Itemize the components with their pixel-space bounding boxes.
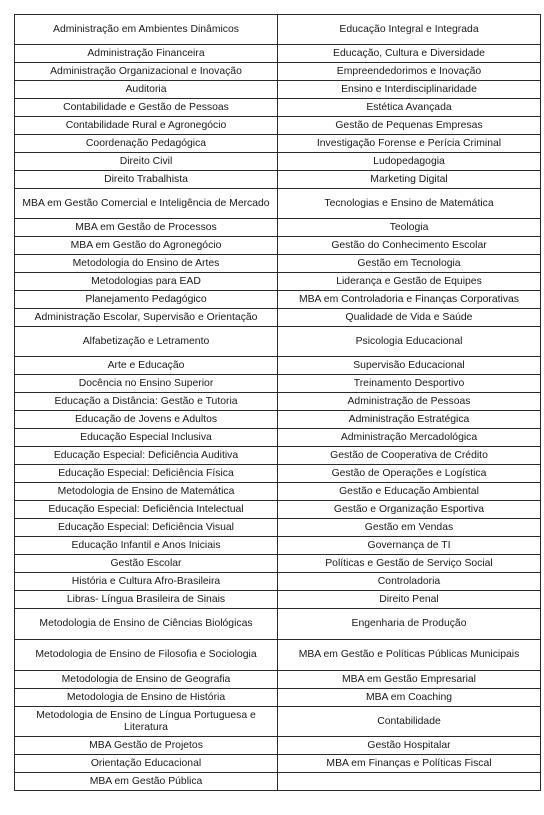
table-row: [15, 707, 541, 737]
table-row: [15, 737, 541, 755]
table-row: [15, 45, 541, 63]
course-cell-right: MBA em Coaching: [278, 689, 541, 707]
course-cell-left: Educação Infantil e Anos Iniciais: [15, 537, 278, 555]
table-row: [15, 375, 541, 393]
course-cell-right: MBA em Gestão e Políticas Públicas Municipais: [278, 640, 541, 671]
table-row: [15, 671, 541, 689]
table-row: [15, 219, 541, 237]
table-row: [15, 393, 541, 411]
course-cell-right: Gestão de Cooperativa de Crédito: [278, 447, 541, 465]
course-cell-left: Educação Especial: Deficiência Visual: [15, 519, 278, 537]
course-cell-right: Gestão e Organização Esportiva: [278, 501, 541, 519]
course-cell-left: Planejamento Pedagógico: [15, 291, 278, 309]
course-cell-left: Coordenação Pedagógica: [15, 135, 278, 153]
table-row: [15, 63, 541, 81]
table-row: [15, 99, 541, 117]
course-cell-left: Administração Organizacional e Inovação: [15, 63, 278, 81]
table-row: [15, 483, 541, 501]
course-cell-left: Educação de Jovens e Adultos: [15, 411, 278, 429]
course-list-sheet: [14, 14, 526, 791]
course-cell-left: Metodologia de Ensino de Ciências Biológicas: [15, 609, 278, 640]
course-cell-left: Metodologias para EAD: [15, 273, 278, 291]
course-cell-left: Administração Financeira: [15, 45, 278, 63]
course-cell-right: Supervisão Educacional: [278, 357, 541, 375]
course-cell-left: MBA Gestão de Projetos: [15, 737, 278, 755]
course-cell-right: Tecnologias e Ensino de Matemática: [278, 189, 541, 219]
course-cell-left: Educação Especial: Deficiência Intelectual: [15, 501, 278, 519]
course-cell-right: Governança de TI: [278, 537, 541, 555]
course-cell-right: [278, 773, 541, 791]
course-cell-right: Treinamento Desportivo: [278, 375, 541, 393]
course-table-body: [15, 15, 541, 791]
course-cell-left: Arte e Educação: [15, 357, 278, 375]
table-row: [15, 273, 541, 291]
course-cell-left: Auditoria: [15, 81, 278, 99]
table-row: [15, 519, 541, 537]
course-cell-right: Gestão em Vendas: [278, 519, 541, 537]
course-cell-right: Gestão de Pequenas Empresas: [278, 117, 541, 135]
course-cell-left: Contabilidade Rural e Agronegócio: [15, 117, 278, 135]
course-cell-left: História e Cultura Afro-Brasileira: [15, 573, 278, 591]
course-cell-left: MBA em Gestão Pública: [15, 773, 278, 791]
course-cell-right: MBA em Gestão Empresarial: [278, 671, 541, 689]
course-cell-right: Gestão do Conhecimento Escolar: [278, 237, 541, 255]
course-cell-left: Contabilidade e Gestão de Pessoas: [15, 99, 278, 117]
course-cell-right: Ludopedagogia: [278, 153, 541, 171]
course-cell-left: Metodologia de Ensino de Matemática: [15, 483, 278, 501]
course-cell-right: Educação Integral e Integrada: [278, 15, 541, 45]
course-cell-left: Direito Trabalhista: [15, 171, 278, 189]
course-cell-right: Gestão e Educação Ambiental: [278, 483, 541, 501]
course-cell-right: Investigação Forense e Perícia Criminal: [278, 135, 541, 153]
course-cell-left: Gestão Escolar: [15, 555, 278, 573]
course-cell-left: Educação Especial: Deficiência Física: [15, 465, 278, 483]
course-cell-right: Teologia: [278, 219, 541, 237]
course-cell-left: MBA em Gestão Comercial e Inteligência de Mercado: [15, 189, 278, 219]
course-cell-right: MBA em Controladoria e Finanças Corporativas: [278, 291, 541, 309]
course-cell-right: Engenharia de Produção: [278, 609, 541, 640]
table-row: [15, 573, 541, 591]
course-cell-left: Docência no Ensino Superior: [15, 375, 278, 393]
table-row: [15, 291, 541, 309]
course-cell-right: Administração Estratégica: [278, 411, 541, 429]
course-cell-left: Metodologia de Ensino de História: [15, 689, 278, 707]
table-row: [15, 255, 541, 273]
course-cell-right: Educação, Cultura e Diversidade: [278, 45, 541, 63]
table-row: [15, 447, 541, 465]
table-row: [15, 327, 541, 357]
course-cell-left: Educação a Distância: Gestão e Tutoria: [15, 393, 278, 411]
table-row: [15, 773, 541, 791]
course-cell-left: Metodologia de Ensino de Filosofia e Sociologia: [15, 640, 278, 671]
course-cell-left: Educação Especial: Deficiência Auditiva: [15, 447, 278, 465]
course-cell-right: Estética Avançada: [278, 99, 541, 117]
table-row: [15, 189, 541, 219]
table-row: [15, 501, 541, 519]
table-row: [15, 171, 541, 189]
course-cell-right: Administração Mercadológica: [278, 429, 541, 447]
table-row: [15, 609, 541, 640]
table-row: [15, 237, 541, 255]
table-row: [15, 135, 541, 153]
course-cell-right: Empreendedorimos e Inovação: [278, 63, 541, 81]
course-cell-right: Contabilidade: [278, 707, 541, 737]
course-cell-right: MBA em Finanças e Políticas Fiscal: [278, 755, 541, 773]
course-cell-left: Metodologia de Ensino de Língua Portuguesa e Literatura: [15, 707, 278, 737]
course-cell-left: MBA em Gestão de Processos: [15, 219, 278, 237]
course-cell-left: Administração Escolar, Supervisão e Orientação: [15, 309, 278, 327]
table-row: [15, 555, 541, 573]
course-cell-right: Psicologia Educacional: [278, 327, 541, 357]
course-cell-left: Educação Especial Inclusiva: [15, 429, 278, 447]
table-row: [15, 429, 541, 447]
course-cell-right: Qualidade de Vida e Saúde: [278, 309, 541, 327]
course-cell-right: Gestão em Tecnologia: [278, 255, 541, 273]
course-cell-right: Ensino e Interdisciplinaridade: [278, 81, 541, 99]
table-row: [15, 15, 541, 45]
table-row: [15, 309, 541, 327]
course-cell-right: Gestão Hospitalar: [278, 737, 541, 755]
course-cell-right: Liderança e Gestão de Equipes: [278, 273, 541, 291]
table-row: [15, 640, 541, 671]
table-row: [15, 755, 541, 773]
course-cell-left: Administração em Ambientes Dinâmicos: [15, 15, 278, 45]
table-row: [15, 591, 541, 609]
table-row: [15, 537, 541, 555]
table-row: [15, 411, 541, 429]
table-row: [15, 357, 541, 375]
course-cell-left: Alfabetização e Letramento: [15, 327, 278, 357]
course-cell-left: Metodologia de Ensino de Geografia: [15, 671, 278, 689]
course-cell-right: Políticas e Gestão de Serviço Social: [278, 555, 541, 573]
course-cell-left: Orientação Educacional: [15, 755, 278, 773]
course-cell-left: Libras- Língua Brasileira de Sinais: [15, 591, 278, 609]
course-cell-left: Metodologia do Ensino de Artes: [15, 255, 278, 273]
course-cell-right: Direito Penal: [278, 591, 541, 609]
course-cell-left: MBA em Gestão do Agronegócio: [15, 237, 278, 255]
table-row: [15, 117, 541, 135]
table-row: [15, 153, 541, 171]
course-cell-right: Administração de Pessoas: [278, 393, 541, 411]
table-row: [15, 81, 541, 99]
course-cell-right: Gestão de Operações e Logística: [278, 465, 541, 483]
course-table: [14, 14, 541, 791]
course-cell-right: Marketing Digital: [278, 171, 541, 189]
table-row: [15, 465, 541, 483]
table-row: [15, 689, 541, 707]
course-cell-right: Controladoria: [278, 573, 541, 591]
course-cell-left: Direito Civil: [15, 153, 278, 171]
